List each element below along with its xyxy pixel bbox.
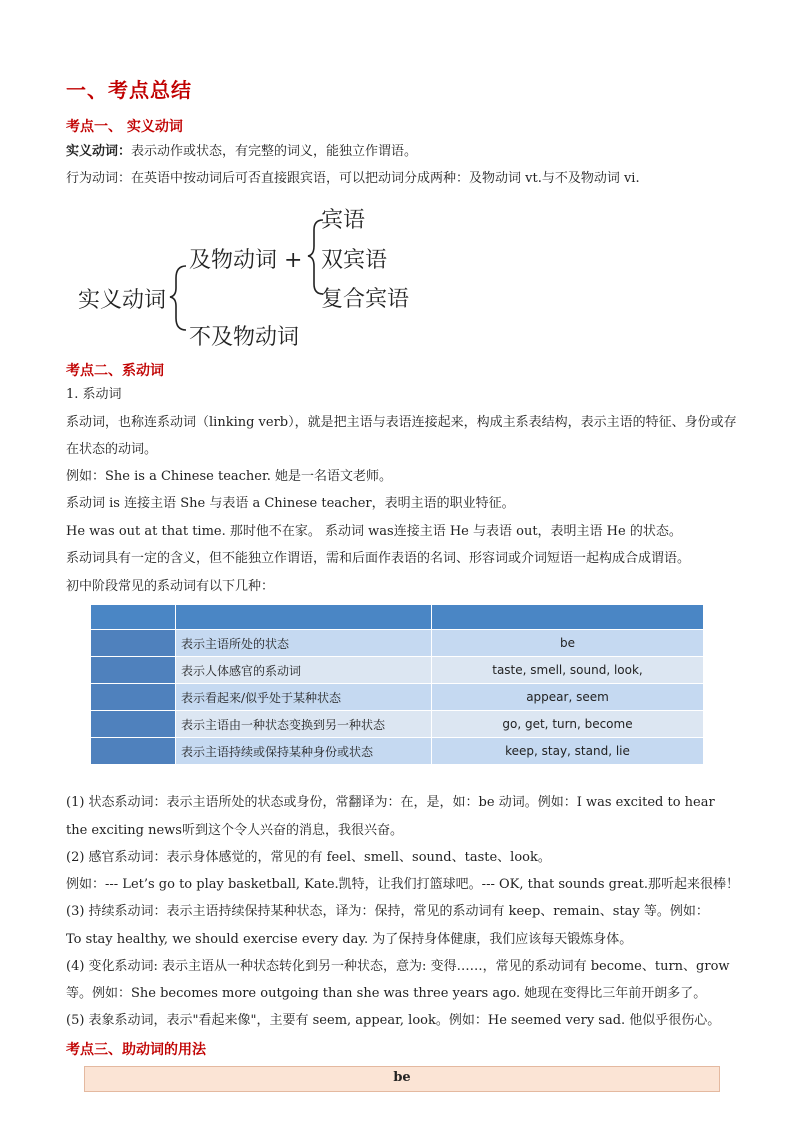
tree-braces	[0, 196, 794, 356]
note3-line2: To stay healthy, we should exercise every day. 为了保持身体健康，我们应该每天锻炼身体。	[66, 932, 633, 947]
table-cell-desc: 表示主语由一种状态变换到另一种状态	[176, 711, 432, 738]
note2: (2) 感官系动词：表示身体感觉的，常见的有 feel、smell、sound、taste、look。	[66, 850, 551, 865]
term-label: 实义动词：	[66, 144, 132, 159]
section2-para1: 系动词，也称连系动词（linking verb），就是把主语与表语连接起来，构成主系表结构，表示主语的特征、身份或存在状态的动词。	[66, 415, 737, 457]
section2-sub1: 1. 系动词	[66, 387, 122, 402]
section2-para3: 初中阶段常见的系动词有以下几种：	[66, 579, 275, 594]
section1-heading: 考点一、 实义动词	[66, 119, 183, 135]
term-definition: 表示动作或状态，有完整的词义，能独立作谓语。	[131, 144, 418, 159]
section3-heading: 考点三、助动词的用法	[66, 1042, 206, 1058]
section2-example1: 例如：She is a Chinese teacher. 她是一名语文老师。	[66, 469, 393, 484]
section1-line1	[66, 143, 417, 161]
verb-tree-diagram	[0, 196, 794, 356]
tree-leaf-object: 宾语	[321, 208, 366, 233]
note4-line2: 等。例如：She becomes more outgoing than she was three years ago. 她现在变得比三年前开朗多了。	[66, 986, 707, 1001]
table-cell-words: keep, stay, stand, lie	[432, 738, 704, 765]
table-row	[91, 711, 704, 738]
note1-line1: (1) 状态系动词：表示主语所处的状态或身份，常翻译为：在，是，如：be 动词。例如：I was excited to hear	[66, 795, 715, 810]
table-cell-words: taste, smell, sound, look,	[432, 657, 704, 684]
section2-example2: 系动词 is 连接主语 She 与表语 a Chinese teacher，表明主语的职业特征。	[66, 496, 515, 511]
be-table-header: be	[84, 1066, 720, 1092]
section1-line2: 行为动词：在英语中按动词后可否直接跟宾语，可以把动词分成两种：及物动词 vt.与不及物动词 vi.	[66, 171, 640, 186]
table-cell-words: go, get, turn, become	[432, 711, 704, 738]
table-row	[91, 738, 704, 765]
note4-line1: (4) 变化系动词: 表示主语从一种状态转化到另一种状态，意为: 变得……，常见的系动词有 become、turn、grow	[66, 959, 730, 974]
section2-example3: He was out at that time. 那时他不在家。 系动词 was连接主语 He 与表语 out，表明主语 He 的状态。	[66, 524, 682, 539]
table-cell-words: appear, seem	[432, 684, 704, 711]
tree-branch-intransitive: 不及物动词	[189, 325, 300, 350]
note1-line2: the exciting news听到这个令人兴奋的消息，我很兴奋。	[66, 823, 403, 838]
note2-example: 例如：--- Let’s go to play basketball, Kate.凯特，让我们打篮球吧。--- OK, that sounds great.那听起来很棒！	[66, 877, 740, 892]
table-cell-desc: 表示主语持续或保持某种身份或状态	[176, 738, 432, 765]
table-header-row	[91, 605, 704, 630]
tree-leaf-complex-object: 复合宾语	[321, 287, 410, 312]
note5: (5) 表象系动词，表示"看起来像"，主要有 seem, appear, look。例如：He seemed very sad. 他似乎很伤心。	[66, 1013, 721, 1028]
table-cell-desc: 表示主语所处的状态	[176, 630, 432, 657]
table-row	[91, 630, 704, 657]
table-row	[91, 657, 704, 684]
tree-leaf-double-object: 双宾语	[321, 248, 388, 273]
tree-branch-transitive: 及物动词 +	[189, 248, 303, 273]
tree-root: 实义动词	[78, 288, 167, 313]
linking-verb-table	[90, 604, 704, 765]
table-cell-words: be	[432, 630, 704, 657]
section2-heading: 考点二、系动词	[66, 363, 164, 379]
section2-para2: 系动词具有一定的含义，但不能独立作谓语，需和后面作表语的名词、形容词或介词短语一起构成合成谓语。	[66, 551, 691, 566]
tree-brace-main	[170, 266, 186, 330]
page-title: 一、考点总结	[66, 78, 192, 102]
table-cell-desc: 表示看起来/似乎处于某种状态	[176, 684, 432, 711]
table-row	[91, 684, 704, 711]
table-cell-desc: 表示人体感官的系动词	[176, 657, 432, 684]
note3-line1: (3) 持续系动词：表示主语持续保持某种状态，译为：保持，常见的系动词有 keep、remain、stay 等。例如：	[66, 904, 709, 919]
